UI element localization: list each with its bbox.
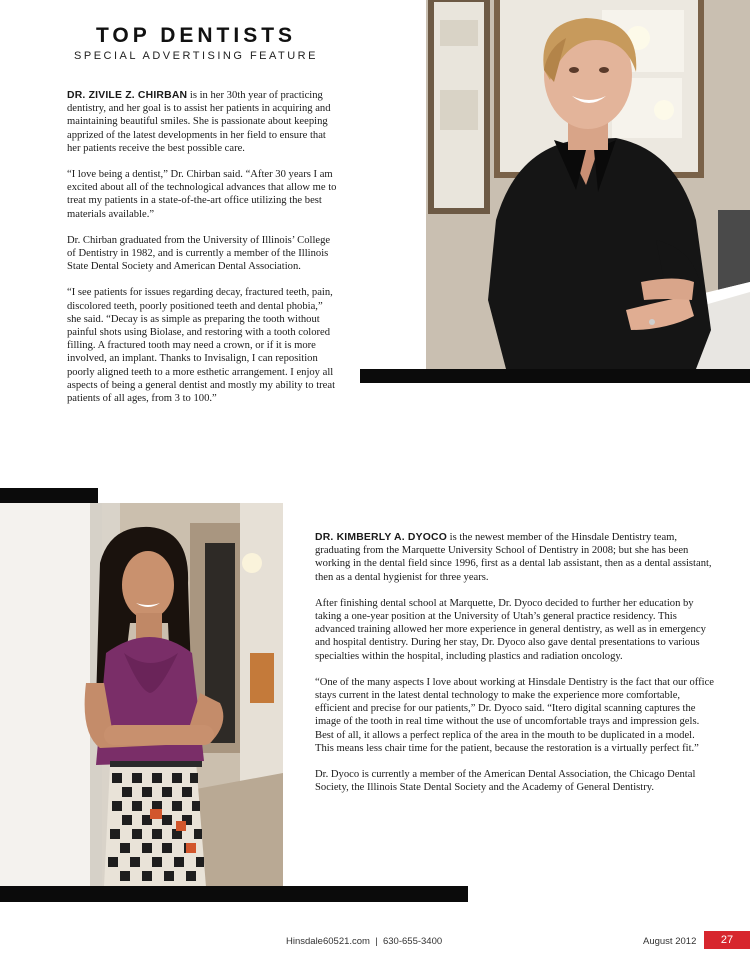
decorative-bar-bottom <box>0 886 468 902</box>
page-title: TOP DENTISTS <box>95 24 297 47</box>
article-paragraph: Dr. Chirban graduated from the University of Illinois’ College of Dentistry in 1982, and is currently a member of the Illinois State Dental Society and American Dental Association. <box>67 234 331 273</box>
footer-website-phone: Hinsdale60521.com | 630-655-3400 <box>286 936 443 947</box>
article-paragraph: “One of the many aspects I love about working at Hinsdale Dentistry is the fact that our office stays current in the latest dental technology to make the experience more comfortable, efficient and precise for our patients,” Dr. Dyoco said. “Itero digital scanning captures the image of the tooth in real time without the use of uncomfortable trays and impression gels. Best of all, it allows a perfect replica of the area in the mouth to be duplicated in a model. This means less chair time for the patient, because the restoration is a virtually perfect fit.” <box>315 676 715 754</box>
doctor-name-chirban: DR. ZIVILE Z. CHIRBAN <box>67 90 188 101</box>
article-paragraph: Dr. Dyoco is currently a member of the American Dental Association, the Chicago Dental Society, the Illinois State Dental Society and the Academy of General Dentistry. <box>315 769 696 794</box>
article-dyoco <box>315 531 715 807</box>
decorative-bar-top-right <box>360 369 750 383</box>
photo-dr-chirban <box>426 0 750 369</box>
article-paragraph: After finishing dental school at Marquette, Dr. Dyoco decided to further her education by taking a one-year position at the University of Utah’s general practice residency. This advanced training allowed her more experience in general dentistry, as well as in emergency and hospital dentistry. During her stay, Dr. Dyoco also gave dental presentations to various specialties within the hospital, including plastics and radiation oncology. <box>315 597 706 662</box>
article-paragraph: DR. ZIVILE Z. CHIRBAN is in her 30th year of practicing dentistry, and her goal is to assist her patients in acquiring and maintaining beautiful smiles. She is passionate about keeping apprized of the latest developments in her field to ensure that her patients receive the best possible care. <box>67 90 331 154</box>
article-chirban <box>67 89 339 418</box>
article-paragraph: “I love being a dentist,” Dr. Chirban said. “After 30 years I am excited about all of the technological advances that allow me to treat my patients in a state-of-the-art office utilizing the best materials available.” <box>67 169 337 220</box>
doctor-name-dyoco: DR. KIMBERLY A. DYOCO <box>315 532 447 543</box>
photo-dr-dyoco <box>0 503 283 887</box>
article-paragraph: DR. KIMBERLY A. DYOCO is the newest member of the Hinsdale Dentistry team, graduating from the Marquette University School of Dentistry in 2008; but she has been working in the dental field since 1996, first as a dental lab assistant, then as a dental assistant, then as a dental hygienist for three years. <box>315 532 712 583</box>
page-subtitle: SPECIAL ADVERTISING FEATURE <box>74 50 318 62</box>
photo-dyoco-illustration <box>0 503 283 887</box>
footer-issue-date: August 2012 <box>643 936 697 947</box>
article-paragraph: “I see patients for issues regarding decay, fractured teeth, pain, discolored teeth, poorly positioned teeth and dental phobia,” she said. “Decay is as simple as preparing the tooth without painful shots using Biolase, and restoring with a tooth colored filling. A fractured tooth may need a crown, or if it is more involved, an implant. Thanks to Invisalign, I can reposition poorly aligned teeth to a more esthetic arrangement. I enjoy all aspects of being a general dentist and mostly my ability to treat patients of all ages, from 3 to 100.” <box>67 287 336 405</box>
decorative-bar-left <box>0 488 98 503</box>
photo-chirban-illustration <box>426 0 750 369</box>
page-number: 27 <box>704 931 750 949</box>
